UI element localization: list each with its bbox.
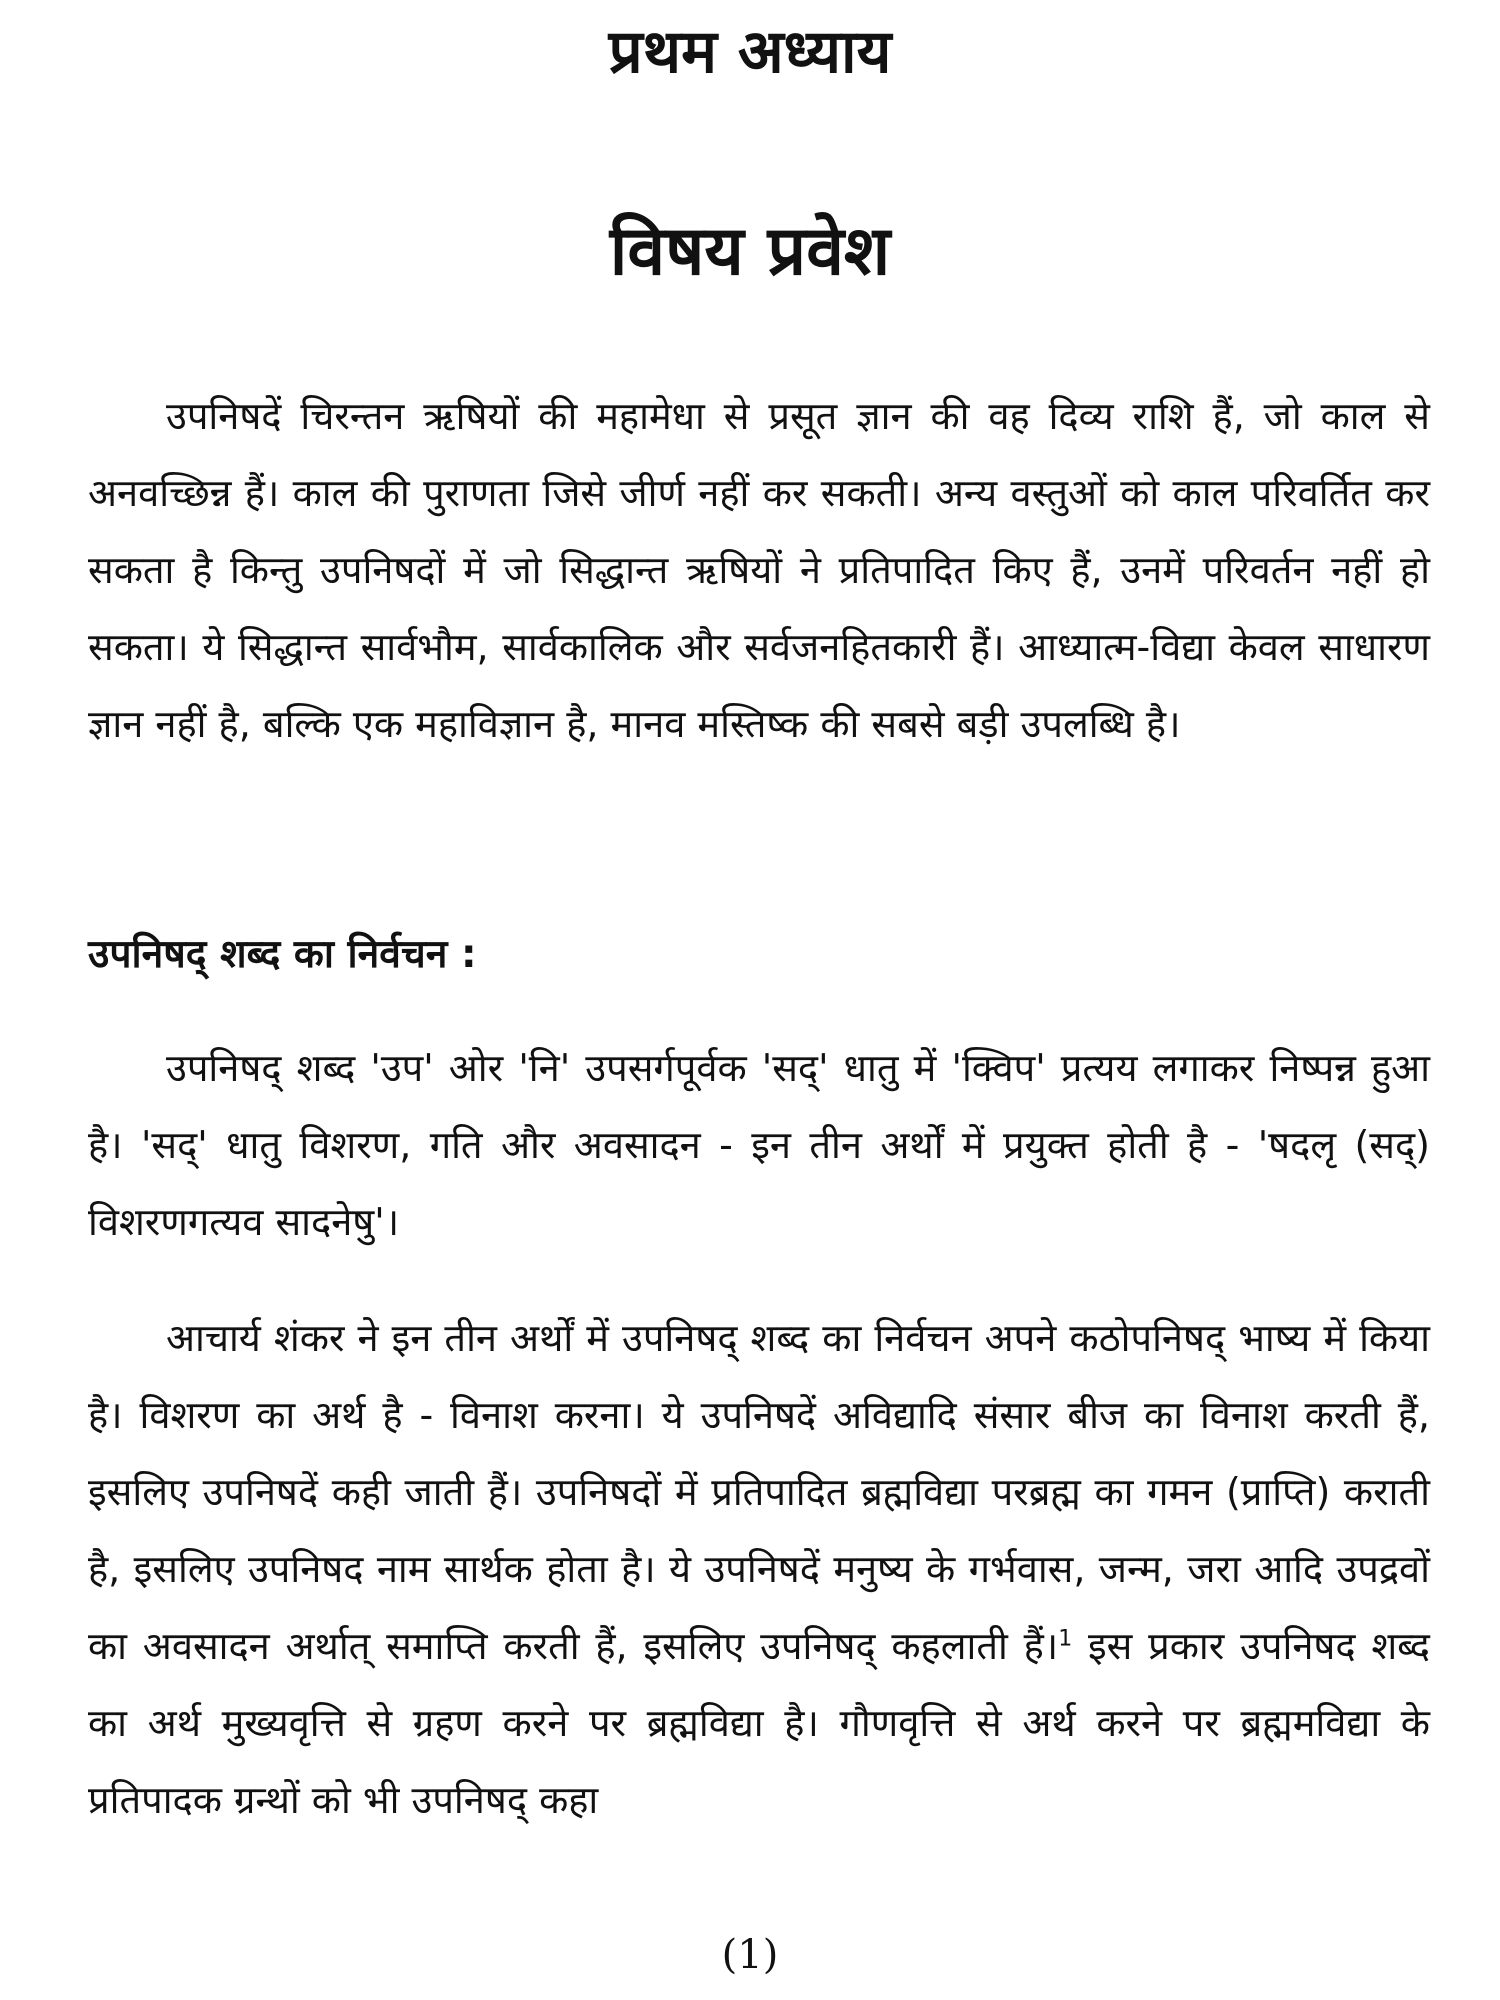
paragraph-intro: उपनिषदें चिरन्तन ऋषियों की महामेधा से प्रसूत ज्ञान की वह दिव्य राशि हैं, जो काल से अनवच्छिन्न हैं। काल की पुराणता जिसे जीर्ण नहीं कर सकती। अन्य वस्तुओं को काल परिवर्तित कर सकता है किन्तु उपनिषदों में जो सिद्धान्त ऋषियों ने प्रतिपादित किए हैं, उनमें परिवर्तन नहीं हो सकता। ये सिद्धान्त सार्वभौम, सार्वकालिक और सर्वजनहितकारी हैं। आध्यात्म-विद्या केवल साधारण ज्ञान नहीं है, बल्कि एक महाविज्ञान है, मानव मस्तिष्क की सबसे बड़ी उपलब्धि है। [88, 394, 1430, 746]
page-number: (1) [721, 1932, 779, 1978]
subheading-nirvachan: उपनिषद् शब्द का निर्वचन : [88, 932, 477, 977]
paragraph-shankara-text: आचार्य शंकर ने इन तीन अर्थों में उपनिषद् शब्द का निर्वचन अपने कठोपनिषद् भाष्य में किया है। विशरण का अर्थ है - विनाश करना। ये उपनिषदें अविद्यादि संसार बीज का विनाश करती हैं, इसलिए उपनिषदें कही जाती हैं। उपनिषदों में प्रतिपादित ब्रह्मविद्या परब्रह्म का गमन (प्राप्ति) कराती है, इसलिए उपनिषद नाम सार्थक होता है। ये उपनिषदें मनुष्य के गर्भवास, जन्म, जरा आदि उपद्रवों का अवसादन अर्थात् समाप्ति करती हैं, इसलिए उपनिषद् कहलाती हैं। [88, 1316, 1430, 1668]
footnote-marker: 1 [1058, 1626, 1073, 1652]
section-title: विषय प्रवेश [609, 212, 891, 291]
chapter-heading: प्रथम अध्याय [608, 17, 892, 87]
paragraph-etymology: उपनिषद् शब्द 'उप' ओर 'नि' उपसर्गपूर्वक 'सद्' धातु में 'क्विप' प्रत्यय लगाकर निष्पन्न हुआ है। 'सद्' धातु विशरण, गति और अवसादन - इन तीन अर्थों में प्रयुक्त होती है - 'षदलृ (सद्) विशरणगत्यव सादनेषु'। [88, 1046, 1430, 1244]
paragraph-shankara [88, 1300, 1430, 1839]
paragraph-shankara-continuation: इस प्रकार उपनिषद शब्द का अर्थ मुख्यवृत्ति से ग्रहण करने पर ब्रह्मविद्या है। गौणवृत्ति से अर्थ करने पर ब्रह्ममविद्या के प्रतिपादक ग्रन्थों को भी उपनिषद् कहा [88, 1624, 1430, 1822]
